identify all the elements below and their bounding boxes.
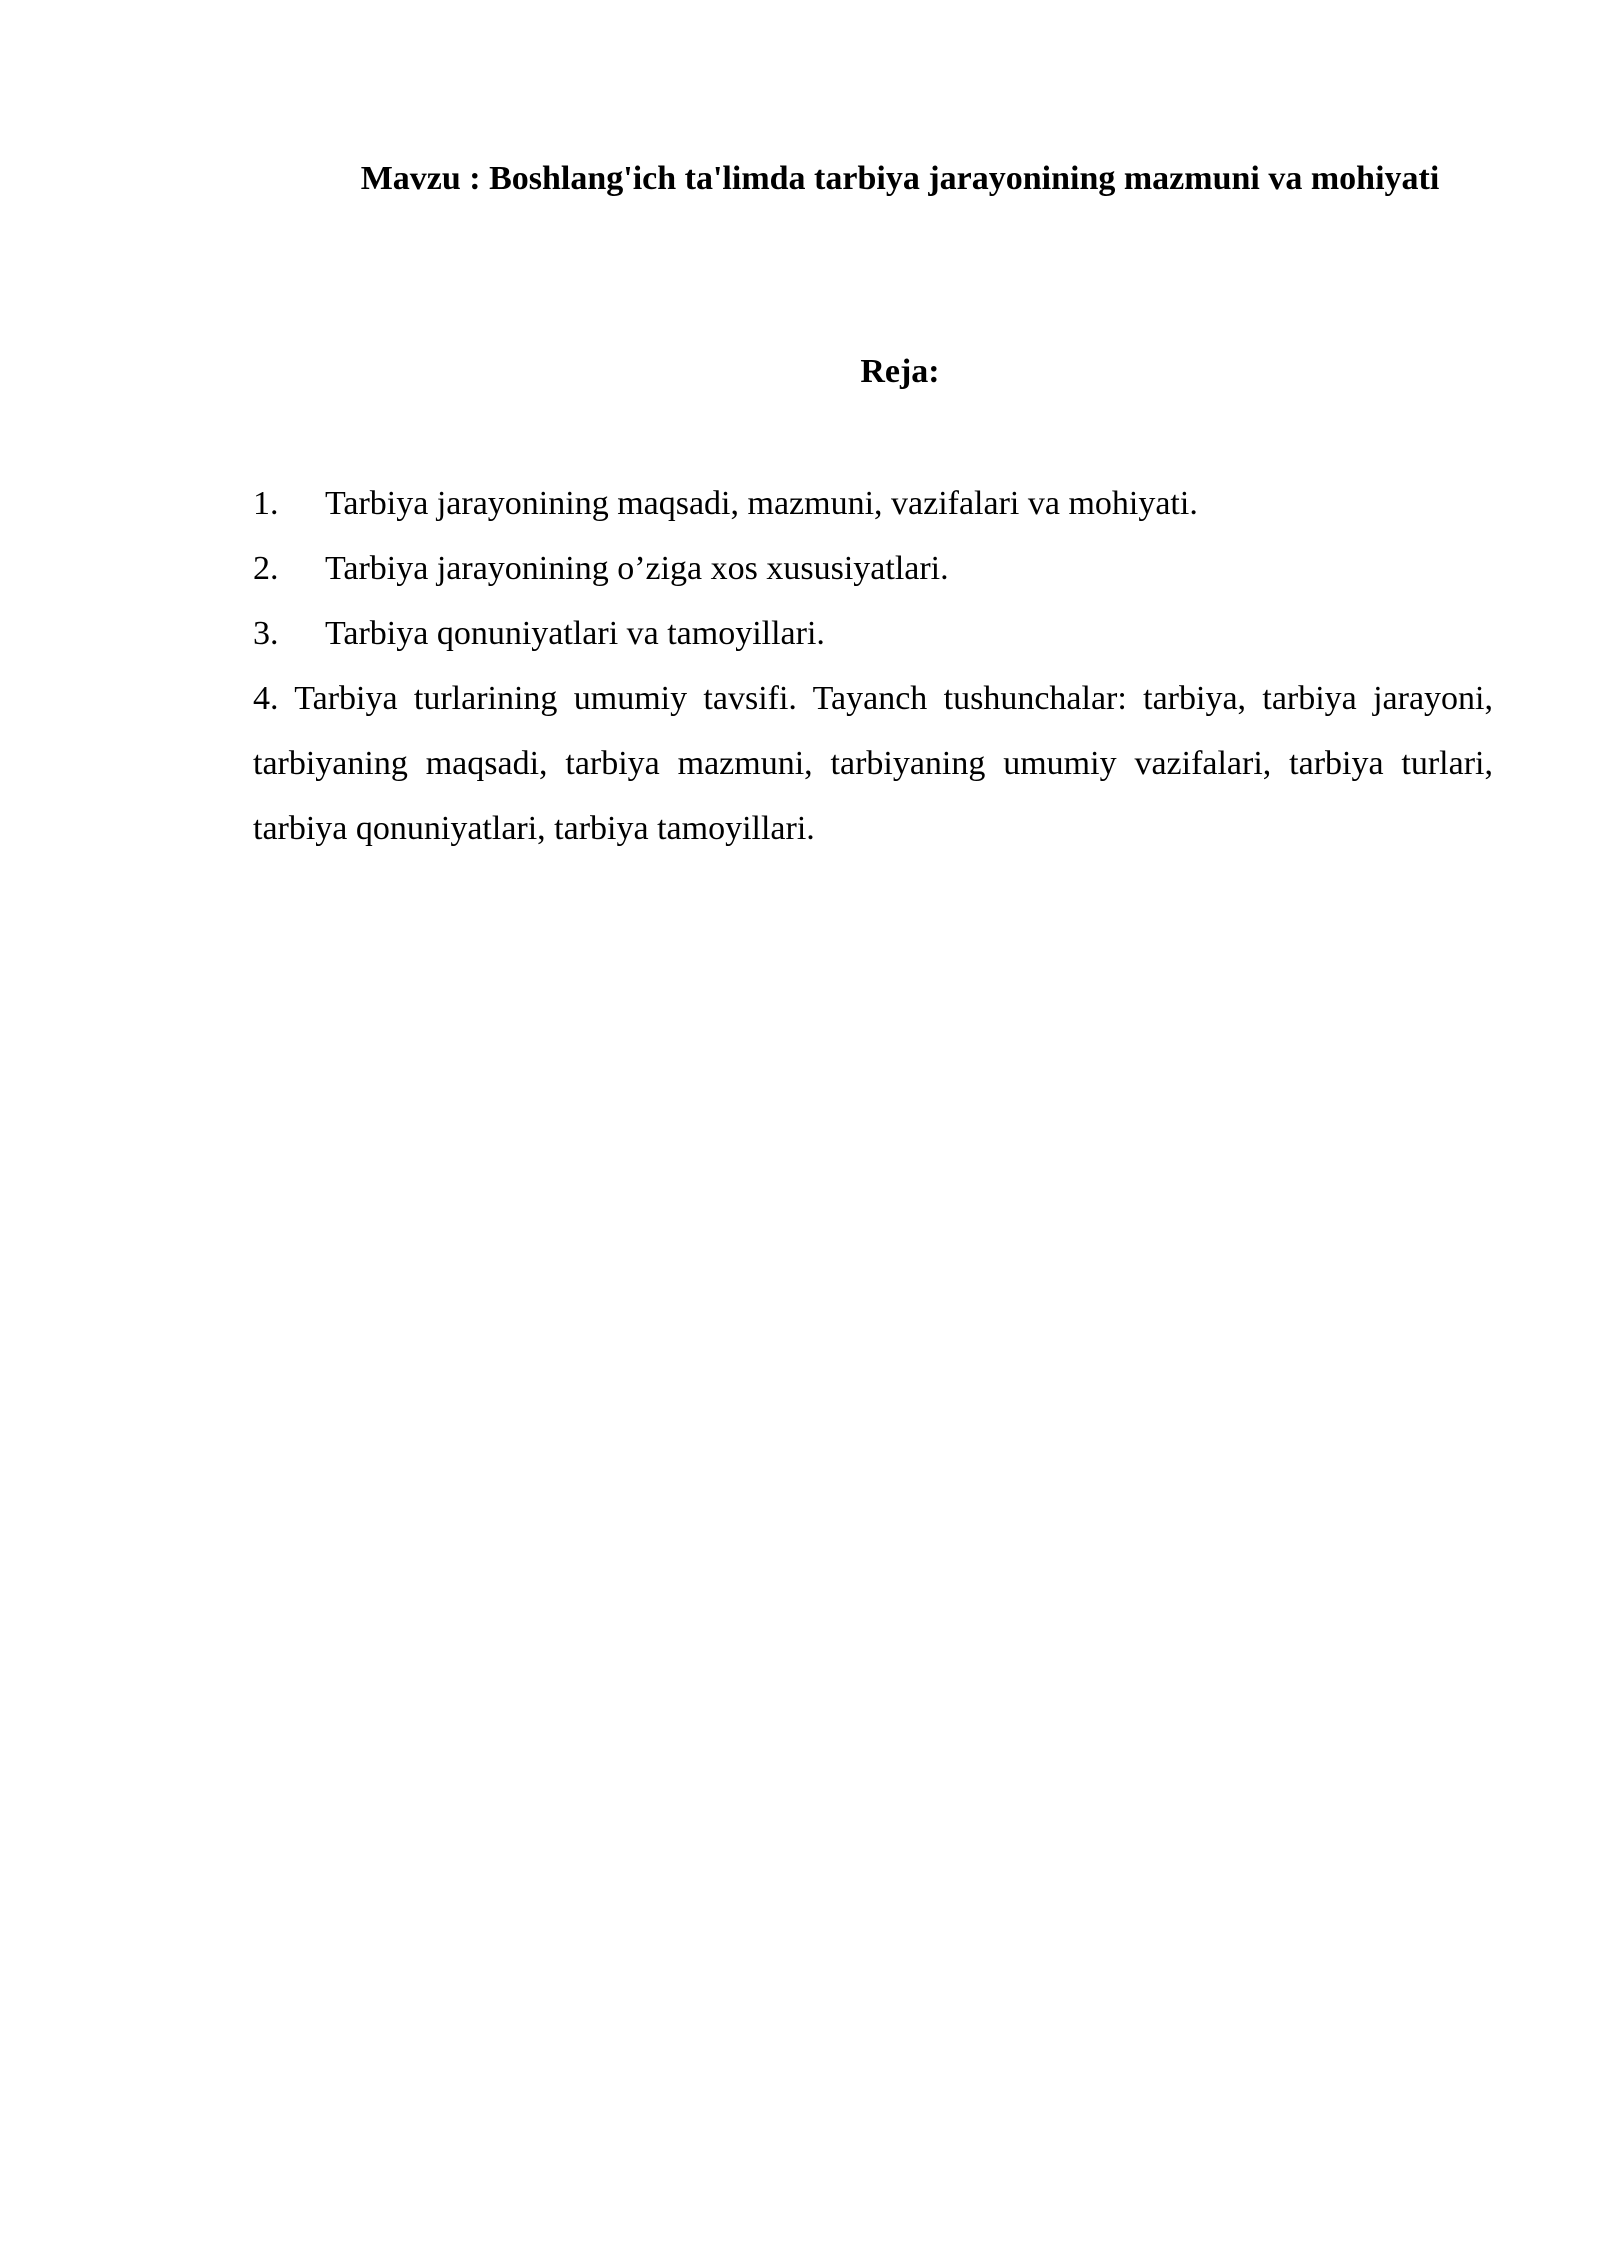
plan-list [253,471,1493,666]
plan-item-text: Tarbiya jarayonining maqsadi, mazmuni, vazifalari va mohiyati. [325,485,1198,522]
plan-item-text: Tarbiya jarayonining o’ziga xos xususiyatlari. [325,550,949,587]
plan-item-number: 1. [253,485,279,522]
plan-item-number: 2. [253,550,279,587]
plan-item-3 [253,601,1493,666]
document-title: Mavzu : Boshlang'ich ta'limda tarbiya jarayonining mazmuni va mohiyati [360,160,1440,197]
plan-item-text: Tarbiya qonuniyatlari va tamoyillari. [325,615,825,652]
plan-item-number: 3. [253,615,279,652]
plan-item-1 [253,471,1493,536]
plan-item-2 [253,536,1493,601]
plan-item-4-paragraph: 4. Tarbiya turlarining umumiy tavsifi. Tayanch tushunchalar: tarbiya, tarbiya jarayoni, tarbiyaning maqsadi, tarbiya mazmuni, tarbiyaning umumiy vazifalari, tarbiya turlari, tarbiya qonuniyatlari, tarbiya tamoyillari. [253,680,1493,847]
plan-heading: Reja: [860,353,940,390]
